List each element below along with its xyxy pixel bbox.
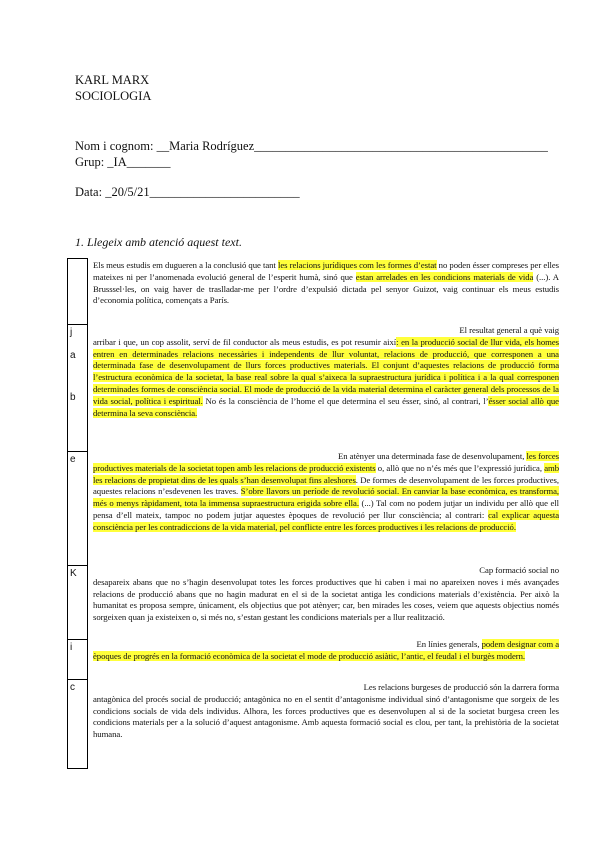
paragraph [93, 325, 559, 419]
highlighted-text: estan arrelades en les condicions materials de vida [355, 271, 534, 282]
text-run: Els meus estudis em dugueren a la conclusió que tant [93, 260, 278, 270]
margin-segment [68, 639, 87, 679]
instruction-heading: 1. Llegeix amb atenció aquest text. [75, 235, 242, 249]
paragraph-lead [93, 639, 559, 651]
margin-letter: j [70, 327, 73, 338]
margin-segment [68, 324, 87, 451]
highlighted-text: amb les relacions de propietat dins de les quals s’han desenvolupat fins aleshores [93, 462, 559, 485]
text-run: no poden ésser compreses per elles mateixes ni per l’anomenada evolució general de l’esperit humà, sinó que [93, 260, 559, 282]
text-run: (...) Tal com no podem jutjar un individu per allò que ell pensa d’ell mateix, tampoc no podem jutjar aquestes èpoques de revolució per llur consciència; al contrari: [93, 498, 559, 520]
paragraph [93, 682, 559, 741]
paragraph [93, 260, 559, 307]
paragraph-lead [93, 451, 559, 463]
margin-letter: b [70, 392, 76, 403]
margin-letter: i [70, 642, 73, 653]
highlighted-text: cal explicar aquesta consciència per les contradiccions de la vida material, pel conflicte entre les forces productives i les relacions de producció. [93, 509, 560, 532]
highlighted-text: èpoques de progrés en la formació econòmica de la societat el mode de producció asiàtic, l’antic, el feudal i el burgès modern. [93, 650, 526, 661]
margin-letter: K [70, 568, 77, 579]
margin-letter: c [70, 682, 75, 693]
highlighted-text: S’obre llavors un període de revolució social. En canviar la base econòmica, es transforma, més o menys ràpidament, tota la immensa supraestructura erigida sobre ella. [93, 486, 559, 509]
date-field[interactable]: Data: _20/5/21________________________ [75, 185, 300, 199]
text-run: En atènyer una determinada fase de desenvolupament, [338, 451, 527, 461]
paragraph [93, 565, 559, 624]
margin-segment [68, 679, 87, 770]
paragraph [93, 639, 559, 663]
paragraph-lead: El resultat general a què vaig [459, 325, 559, 335]
highlighted-text: ésser social allò que determina la seva consciència. [93, 395, 559, 418]
text-run: (...). A Brusssel·les, on vaig haver de traslladar-me per l’ordre d’expulsió dictada pel senyor Guizot, vaig continuar els meus estudis d’economia política, començats a París. [93, 271, 559, 306]
margin-segment [68, 451, 87, 565]
highlighted-text: les forces [526, 451, 559, 461]
text-run: No és la consciència de l’home el que determina el seu ésser, sinó, al contrari, l’ [202, 395, 489, 406]
margin-letter: e [70, 454, 76, 465]
text-run: o, allò que no n’és més que l’expressió jurídica, [375, 462, 545, 473]
paragraph-lead: Cap formació social no [479, 565, 559, 575]
highlighted-text: les relacions jurídiques com les formes d’estat [277, 260, 437, 270]
group-field[interactable]: Grup: _IA_______ [75, 155, 171, 169]
name-field[interactable]: Nom i cognom: __Maria Rodríguez_______________________________________________ [75, 139, 548, 153]
text-run: . De formes de desenvolupament de les forces productives, aquestes relacions n’esdevenen les traves. [93, 474, 559, 497]
highlighted-text: : en la producció social de llur vida, els homes entren en determinades relacions necessàries i independents de llur voluntat, relacions de producció, que corresponen a una determinada fase de desenvolupament de llurs forces productives materials. El conjunt d’aquestes relacions de producció forma l’estructura econòmica de la societat, la base real sobre la qual s’aixeca la supraestructura jurídica i política i a la qual corresponen determinades formes de consciència social [93, 336, 559, 394]
document-header [75, 72, 151, 104]
paragraph [93, 451, 559, 534]
margin-letter: a [70, 350, 76, 361]
annotation-margin [67, 258, 88, 769]
paragraph-lead: Les relacions burgeses de producció són la darrera forma [363, 682, 559, 692]
highlighted-text: . El mode de producció de la vida material determina el caràcter general dels processos de la vida social, política i espiritual. [93, 383, 559, 406]
text-run: antagònica del procés social de producció; antagònica no en el sentit d’antagonisme individual sinó d’antagonisme que sorgeix de les condicions socials de vida dels individus. Alhora, les forces productives que es desenvolupen al si de la societat burgesa creen les condicions materials per a la solució d’aquest antagonisme. Amb aquesta formació social es clou, per tant, la prehistòria de la societat humana. [93, 693, 559, 740]
margin-segment [68, 565, 87, 639]
text-run: desapareix abans que no s’hagin desenvolupat totes les forces productives que hi caben i mai no apareixen noves i més avançades relacions de producció abans que no hagin madurat en el si de la societat antiga les condicions materials d’existència. Per això la humanitat es proposa sempre, únicament, els objectius que pot atènyer; car, ben mirades les coses, veiem que aquests objectius només sorgeixen quan ja existeixen o, si més no, s’estan gestant les condicions materials per a llur realització. [93, 576, 559, 623]
highlighted-text: podem designar com a [481, 639, 559, 649]
highlighted-text: productives materials de la societat topen amb les relacions de producció existents [93, 462, 376, 473]
text-run: En línies generals, [416, 639, 482, 649]
subject-title: SOCIOLOGIA [75, 89, 152, 103]
author-title: KARL MARX [75, 73, 150, 87]
text-run: arribar i que, un cop assolit, serví de fil conductor als meus estudis, es pot resumir així [93, 336, 397, 347]
